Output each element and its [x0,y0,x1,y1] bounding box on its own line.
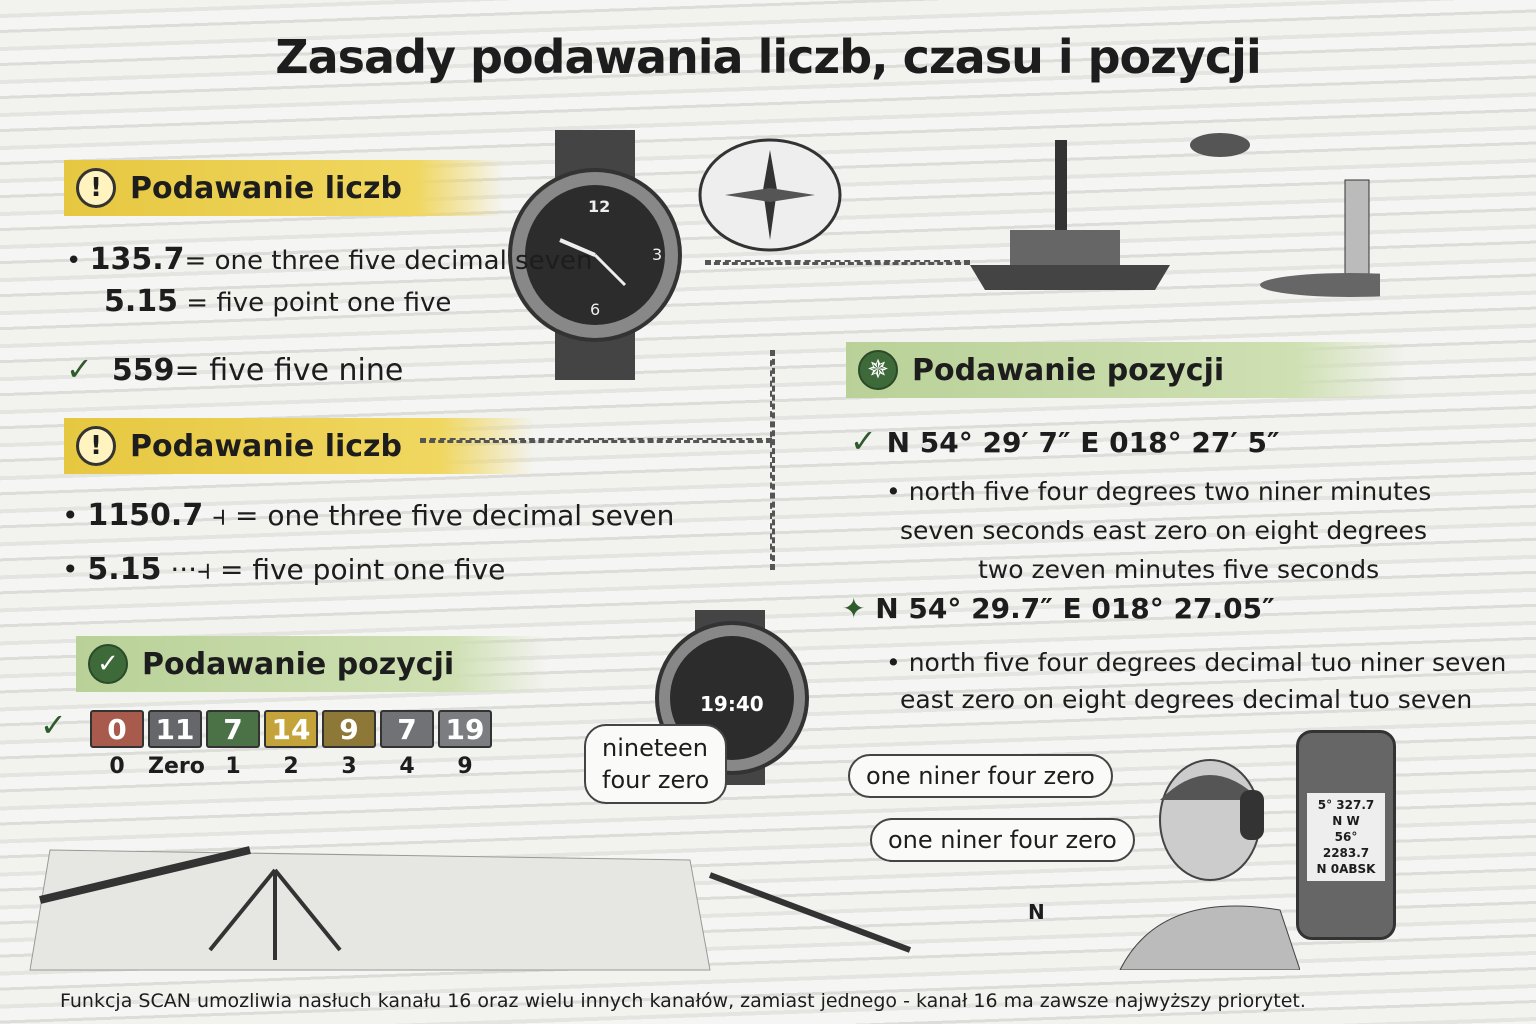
number-example: • 5.15 ···⫞ = five point one five [62,552,506,587]
gps-device [1296,730,1396,940]
digit-label: 3 [341,754,357,779]
section-heading: Podawanie liczb [130,428,402,464]
checkmark-icon: ✓ [850,422,877,460]
section-banner-position-right [846,342,1406,398]
digit-tile: 19 [438,710,492,748]
check-circle-icon: ✓ [88,644,128,684]
digit-label: 2 [283,754,299,779]
digit-tile: 0 [90,710,144,748]
section-banner-numbers [64,160,504,216]
page-title: Zasady podawania liczb, czasu i pozycji [275,30,1261,84]
number-example: 5.15 = five point one five [104,284,452,319]
number-example-correct: ✓ 559= five five nine [66,350,404,388]
section-heading: Podawanie liczb [130,170,402,206]
digit-label: 4 [399,754,415,779]
compass-illustration [695,125,845,255]
connector-arrow [705,260,970,265]
digit-label: Zero [148,754,205,779]
position-dms-spoken: • north five four degrees two niner minutes seven seconds east zero on eight degrees two zeven minutes five seconds [886,477,1432,584]
number-example: • 1150.7 ⫞ = one three five decimal seven [62,498,675,533]
position-decimal-spoken: • north five four degrees decimal tuo niner seven east zero on eight degrees decimal tuo seven [886,648,1507,714]
svg-text:3: 3 [652,245,663,264]
watch-time: 19:40 [700,692,764,716]
section-heading: Podawanie pozycji [912,352,1225,388]
digit-tile: 7 [206,710,260,748]
digit-tiles [90,710,492,748]
ship-lighthouse-illustration [960,120,1380,300]
compass-rose-icon: ✵ [858,350,898,390]
checkmark-icon: ✓ [66,350,93,388]
digit-tile: 11 [148,710,202,748]
map-north-label: N [1028,900,1045,924]
position-dms: ✓ N 54° 29′ 7″ E 018° 27′ 5″ [850,422,1280,460]
section-banner-position [76,636,546,692]
digit-tile: 9 [322,710,376,748]
digit-label: 1 [225,754,241,779]
footer-note: Funkcja SCAN umozliwia nasłuch kanału 16 oraz wielu innych kanałów, zamiast jednego - kanał 16 ma zawsze najwyższy priorytet. [60,990,1306,1012]
svg-text:6: 6 [590,300,601,319]
compass-star-icon: ✦ [842,592,866,625]
section-heading: Podawanie pozycji [142,646,455,682]
connector-line [420,438,772,443]
connector-line [770,350,775,570]
digit-label: 0 [109,754,125,779]
svg-text:12: 12 [588,197,611,216]
digit-tile: 14 [264,710,318,748]
radio-operator-illustration [1100,740,1300,970]
checkmark-icon: ✓ [40,706,67,744]
position-decimal: ✦ N 54° 29.7″ E 018° 27.05″ [842,592,1275,625]
speech-bubble: one niner four zero [870,818,1135,862]
digit-label: 9 [457,754,473,779]
exclamation-icon: ! [76,426,116,466]
section-banner-numbers-2 [64,418,534,474]
number-example: • 135.7= one three five decimal seven [66,242,593,277]
digit-tile: 7 [380,710,434,748]
speech-bubble: one niner four zero [848,754,1113,798]
exclamation-icon: ! [76,168,116,208]
digit-labels [90,754,492,779]
speech-bubble-time: nineteen four zero [584,724,727,804]
gps-screen: 5° 327.7 N W 56° 2283.7 N 0ABSK [1307,793,1385,881]
